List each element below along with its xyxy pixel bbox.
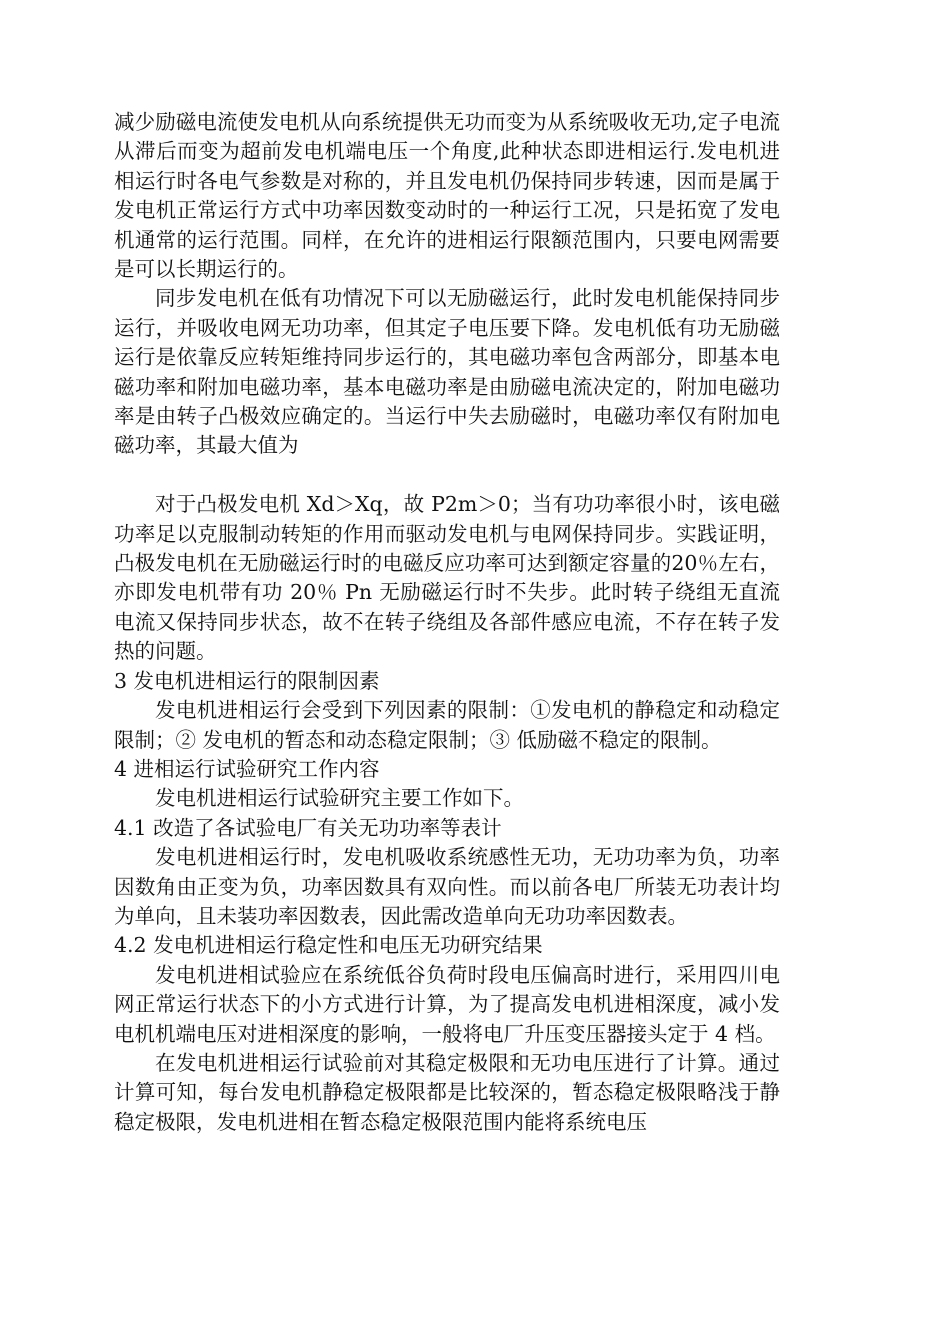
paragraph-test-conditions: 发电机进相试验应在系统低谷负荷时段电压偏高时进行，采用四川电网正常运行状态下的小方式进行计算，为了提高发电机进相深度，减小发电机机端电压对进相深度的影响，一般将电厂升压变压器接头定于 4 档。 — [114, 962, 780, 1046]
paragraph-leading-phase-definition: 减少励磁电流使发电机从向系统提供无功而变为从系统吸收无功,定子电流从滞后而变为超前发电机端电压一个角度,此种状态即进相运行.发电机进相运行时各电气参数是对称的，并且发电机仍保持同步转速，因而是属于发电机正常运行方式中功率因数变动时的一种运行工况，只是拓宽了发电机通常的运行范围。同样，在允许的进相运行限额范围内，只要电网需要是可以长期运行的。 — [114, 110, 780, 282]
paragraph-meter-modification: 发电机进相运行时，发电机吸收系统感性无功，无功功率为负，功率因数角由正变为负，功率因数具有双向性。而以前各电厂所装无功表计均为单向，且未装功率因数表，因此需改造单向无功功率因数表。 — [114, 845, 780, 928]
formula-placeholder — [114, 461, 780, 490]
section-heading-4-1: 4.1 改造了各试验电厂有关无功功率等表计 — [114, 815, 502, 840]
paragraph-salient-pole: 对于凸极发电机 Xd＞Xq，故 P2m＞0；当有功功率很小时，该电磁功率足以克服制动转矩的作用而驱动发电机与电网保持同步。实践证明，凸极发电机在无励磁运行时的电磁反应功率可达到额定容量的20％左右，亦即发电机带有功 20％ Pn 无励磁运行时不失步。此时转子绕组无直流电流又保持同步状态，故不在转子绕组及各部件感应电流，不存在转子发热的问题。 — [114, 492, 780, 664]
section-heading-4-2: 4.2 发电机进相运行稳定性和电压无功研究结果 — [114, 933, 543, 958]
document-page — [114, 108, 780, 1137]
section-heading-4: 4 进相运行试验研究工作内容 — [114, 756, 380, 781]
paragraph-no-excitation-operation: 同步发电机在低有功情况下可以无励磁运行，此时发电机能保持同步运行，并吸收电网无功功率，但其定子电压要下降。发电机低有功无励磁运行是依靠反应转矩维持同步运行的，其电磁功率包含两部分，即基本电磁功率和附加电磁功率，基本电磁功率是由励磁电流决定的，附加电磁功率是由转子凸极效应确定的。当运行中失去励磁时，电磁功率仅有附加电磁功率，其最大值为 — [114, 286, 780, 458]
paragraph-limiting-factors: 发电机进相运行会受到下列因素的限制：①发电机的静稳定和动稳定限制；② 发电机的暂态和动态稳定限制；③ 低励磁不稳定的限制。 — [114, 698, 780, 752]
section-heading-3: 3 发电机进相运行的限制因素 — [114, 668, 380, 693]
paragraph-work-intro: 发电机进相运行试验研究主要工作如下。 — [155, 786, 524, 811]
paragraph-stability-calculation: 在发电机进相运行试验前对其稳定极限和无功电压进行了计算。通过计算可知，每台发电机静稳定极限都是比较深的，暂态稳定极限略浅于静稳定极限，发电机进相在暂态稳定极限范围内能将系统电压 — [114, 1050, 780, 1134]
